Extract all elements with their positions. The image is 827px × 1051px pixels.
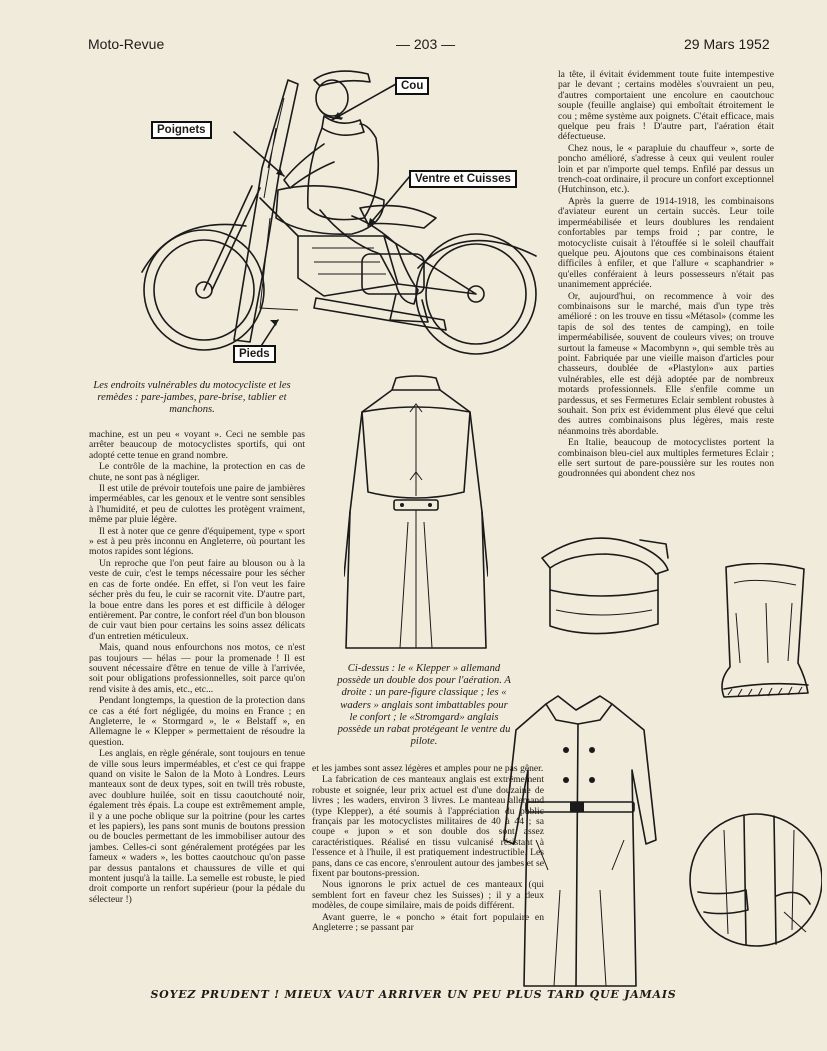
paragraph: Mais, quand nous enfourchons nos motos, ce n'est pas toujours — hélas — pour la promenade ! Il est souvent nécessaire d'être en tenue de ville à l'arrivée, soit pour obligations professionnelles, soit parce qu'on rend visite à des amis, etc., etc... — [89, 642, 305, 695]
paragraph: Il est utile de prévoir toutefois une paire de jambières imperméables, car les genoux et le ventre sont sensibles à l'humidité, et peu de culottes les protègent vraiment, même par pluie légère. — [89, 483, 305, 526]
paragraph: Pendant longtemps, la question de la protection dans ce cas a été fort négligée, du moins en France ; en Angleterre, le « Stormgard », le « Belstaff », en Allemagne le « Klepper » permettaient de résoudre la question. — [89, 695, 305, 748]
paragraph: Nous ignorons le prix actuel de ces manteaux (qui semblent fort en faveur chez les Suisses) ; il y a deux modèles, de coupe similaire, mais de poids différent. — [312, 879, 544, 912]
label-ventre-cuisses: Ventre et Cuisses — [409, 170, 517, 188]
label-cou: Cou — [395, 77, 429, 95]
paragraph: Le contrôle de la machine, la protection en cas de chute, ne sont pas à négliger. — [89, 461, 305, 483]
footer-slogan: SOYEZ PRUDENT ! MIEUX VAUT ARRIVER UN PEU PLUS TARD QUE JAMAIS — [150, 988, 677, 1001]
waders-boot-illustration — [716, 563, 814, 707]
klepper-coat-back-illustration — [344, 372, 488, 654]
paragraph: Avant guerre, le « poncho » était fort populaire en Angleterre ; se passant par — [312, 911, 544, 934]
label-pieds: Pieds — [233, 345, 276, 363]
paragraph: Après la guerre de 1914-1918, les combinaisons d'aviateur eurent un certain succès. Leur toile imperméabilisée et leurs doublures les rendaient confortables par temps froid ; par contre, le motocycliste cuisait à l'étouffée si le soleil chauffait quelque peu. Ajoutons que ces combinaisons étaient difficiles à enfiler, et que l'allure « scaphandrier » qu'elles conféraient à leurs possesseurs n'était pas unanimement appréciée. — [558, 195, 774, 291]
paragraph: la tête, il évitait évidemment toute fuite intempestive par le devant ; certains modèles s'ouvraient un peu, d'autres comportaient une encolure en caoutchouc souple (feuille anglaise) qui emboîtait étroitement le cou ; même système aux poignets. C'était efficace, mais quelque peu frais ! D'autre part, l'aération était défectueuse. — [558, 70, 774, 143]
paragraph: Il est à noter que ce genre d'équipement, type « sport » est à peu près inconnu en Angleterre, où pourtant les motos rapides sont légions. — [89, 525, 305, 558]
motorcycle-figure-caption: Les endroits vulnérables du motocycliste et les remèdes : pare-jambes, pare-brise, tablier et manchons. — [93, 380, 291, 416]
text-column-left — [89, 430, 305, 985]
paragraph: Les anglais, en règle générale, sont toujours en tenue de ville sous leurs imperméables, et c'est ce qui frappe quand on visite le Salon de la Moto à Londres. Leurs manteaux sont de deux types, soit en twill très robuste, avec doublure huilée, soit en tissu caoutchouté noir, également très épais. La coupe est extrêmement ample, il y a une poche oblique sur la poitrine (pour les cartes et les papiers), les pans sont munis de boutons pression ou de boucles permettant de les immobiliser autour des jambes. Celles-ci sont généralement protégées par les fameux « waders », les bottes caoutchouc qu'on passe par dessus pantalons et chaussures de ville et qui montent jusqu'à la taille. La semelle est robuste, le pied droit comporte un renfort supérieur (pour la pédale du sélecteur !) — [89, 748, 305, 905]
paragraph: machine, est un peu « voyant ». Ceci ne semble pas arrêter beaucoup de motocyclistes sportifs, qui ont adopté cette tenue en grand nombre. — [89, 430, 305, 461]
motorcycle-rider-illustration — [84, 58, 554, 370]
text-column-middle — [312, 764, 544, 985]
paragraph: La fabrication de ces manteaux anglais est extrêmement robuste et soignée, leur prix actuel est d'une douzaine de livres ; les waders, environ 3 livres. Le manteau allemand (type Klepper), a été soumis à l'appréciation du public français par les motocyclistes militaires de 40 à 44 ; sa coupe « jupon » et son double dos sont assez caractéristiques. Réalisé en tissu vulcanisé résistant à l'essence et à l'huile, il est pratiquement indestructible. Les pans, dans ce cas encore, s'enroulent autour des jambes et se fixent par boutons-pression. — [312, 774, 544, 880]
issue-date: 29 Mars 1952 — [684, 36, 770, 52]
coat-detail-inset — [684, 800, 822, 960]
label-poignets: Poignets — [151, 121, 212, 139]
page-number: — 203 — — [396, 36, 456, 52]
magazine-title: Moto-Revue — [88, 36, 165, 52]
paragraph: Or, aujourd'hui, on recommence à voir des combinaisons sur le marché, mais d'un type très amélioré : on les trouve en tissu «Métasol» (comme les tapis de sol des tentes de camping), en toile imperméabilisée, souvent de couleurs vives; on trouve surtout la fameuse « Macombynn », qui semble très au point. Fabriquée par une vieille maison d'articles pour chasseurs, doublée de «Plastylon» aux parties vulnérables, elle est déjà adoptée par de nombreux motards professionnels. Elle s'enfile comme un pardessus, et ses Fermetures Eclair semblent robustes à souhait. Son prix est évidemment plus élevé que celui des autres combinaisons plus légères, mais reste néanmoins très abordable. — [558, 290, 774, 437]
paragraph: Chez nous, le « parapluie du chauffeur », sorte de poncho amélioré, s'adresse à ceux qui veulent rouler loin et par n'importe quel temps. Enfilé par dessus un trench-coat ordinaire, il procure un confort exceptionnel (Hutchinson, etc.). — [558, 142, 774, 196]
paragraph: En Italie, beaucoup de motocyclistes portent la combinaison bleu-ciel aux multiples fermetures Eclair ; elle sert surtout de pare-poussière sur les routes non goudronnées qui abondent chez nos — [558, 437, 774, 480]
paragraph: et les jambes sont assez légères et amples pour ne pas gêner. — [312, 764, 544, 774]
face-shield-illustration — [536, 530, 678, 652]
klepper-figure-caption: Ci-dessus : le « Klepper » allemand possède un double dos pour l'aération. A droite : un pare-figure classique ; les « waders » anglais sont imbattables pour le confort ; le «Stromgard» anglais possède un rabat protégeant le ventre du pilote. — [337, 663, 511, 748]
text-column-right — [558, 70, 774, 520]
paragraph: Un reproche que l'on peut faire au blouson ou à la veste de cuir, c'est le temps nécessaire pour les sécher en cas de forte ondée. En effet, si l'on veut les faire sécher près du feu, le cuir se racornit vite. D'autre part, la boue entre dans les pores et est difficile à déloger entièrement. Par contre, le confort réel d'un bon blouson de cuir vaut bien pour certains les soins assez délicats d'un entretien méticuleux. — [89, 557, 305, 642]
